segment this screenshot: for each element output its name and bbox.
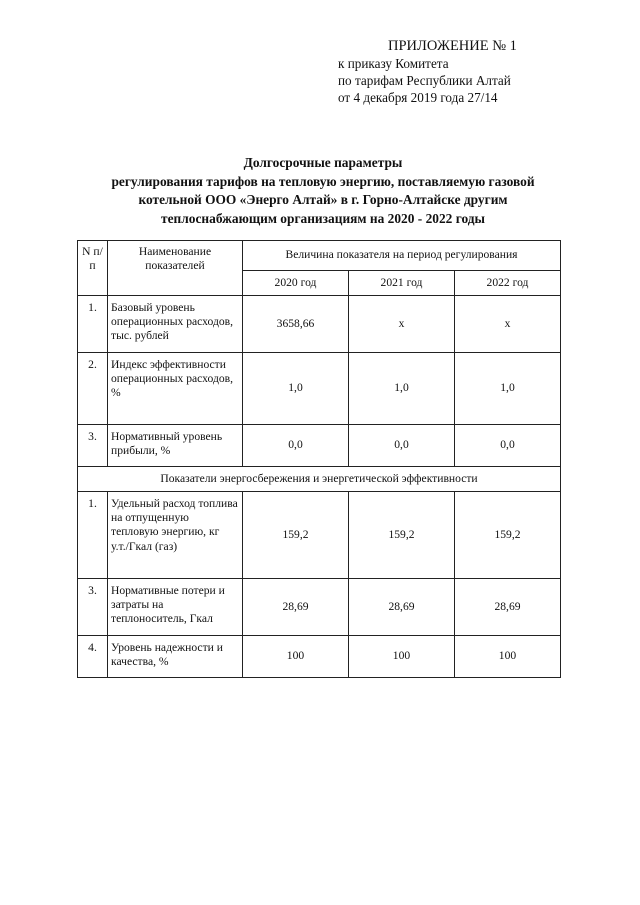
title-line-3: котельной ООО «Энерго Алтай» в г. Горно-Алтайске другим	[138, 192, 508, 207]
header-year-2020: 2020 год	[243, 271, 349, 296]
row-value-2022: 1,0	[455, 353, 561, 425]
row-num: 1.	[78, 296, 108, 353]
row-name: Уровень надежности и качества, %	[108, 636, 243, 678]
row-num: 3.	[78, 425, 108, 467]
row-value-2020: 0,0	[243, 425, 349, 467]
table-row	[78, 353, 561, 425]
title-line-2: регулирования тарифов на тепловую энергию, поставляемую газовой	[111, 173, 535, 189]
title-line-4: теплоснабжающим организациям на 2020 - 2022 годы	[161, 210, 485, 226]
appendix-block	[338, 38, 628, 106]
row-name: Индекс эффективности операционных расходов, %	[108, 353, 243, 425]
appendix-order-ref: к приказу Комитета	[338, 56, 449, 71]
parameters-table	[77, 240, 561, 678]
document-title	[60, 154, 586, 228]
row-value-2020: 100	[243, 636, 349, 678]
row-name: Удельный расход топлива на отпущенную тепловую энергию, кг у.т./Гкал (газ)	[108, 492, 243, 579]
section-row	[78, 467, 561, 492]
row-value-2020: 3658,66	[243, 296, 349, 353]
row-name: Нормативный уровень прибыли, %	[108, 425, 243, 467]
row-value-2020: 1,0	[243, 353, 349, 425]
row-name: Базовый уровень операционных расходов, тыс. рублей	[108, 296, 243, 353]
row-num: 2.	[78, 353, 108, 425]
table-row	[78, 296, 561, 353]
section-title: Показатели энергосбережения и энергетической эффективности	[78, 467, 561, 492]
appendix-date: от 4 декабря 2019 года 27/14	[338, 90, 498, 105]
row-value-2020: 28,69	[243, 579, 349, 636]
row-value-2021: 100	[349, 636, 455, 678]
row-value-2022: x	[455, 296, 561, 353]
header-num: N п/п	[78, 241, 108, 296]
row-value-2020: 159,2	[243, 492, 349, 579]
header-name: Наименование показателей	[108, 241, 243, 296]
row-name: Нормативные потери и затраты на теплоноситель, Гкал	[108, 579, 243, 636]
row-value-2021: 0,0	[349, 425, 455, 467]
header-period: Величина показателя на период регулирования	[243, 241, 561, 271]
table-row	[78, 425, 561, 467]
appendix-committee: по тарифам Республики Алтай	[338, 73, 511, 88]
table-header-row	[78, 241, 561, 271]
row-value-2022: 0,0	[455, 425, 561, 467]
row-value-2022: 100	[455, 636, 561, 678]
header-year-2022: 2022 год	[455, 271, 561, 296]
row-num: 3.	[78, 579, 108, 636]
row-value-2022: 159,2	[455, 492, 561, 579]
row-value-2021: 28,69	[349, 579, 455, 636]
table-row	[78, 492, 561, 579]
row-value-2021: 159,2	[349, 492, 455, 579]
appendix-heading: ПРИЛОЖЕНИЕ № 1	[388, 38, 517, 54]
title-line-1: Долгосрочные параметры	[243, 155, 403, 170]
row-num: 4.	[78, 636, 108, 678]
row-value-2022: 28,69	[455, 579, 561, 636]
row-num: 1.	[78, 492, 108, 579]
table-row	[78, 579, 561, 636]
row-value-2021: 1,0	[349, 353, 455, 425]
row-value-2021: x	[349, 296, 455, 353]
table-row	[78, 636, 561, 678]
header-year-2021: 2021 год	[349, 271, 455, 296]
